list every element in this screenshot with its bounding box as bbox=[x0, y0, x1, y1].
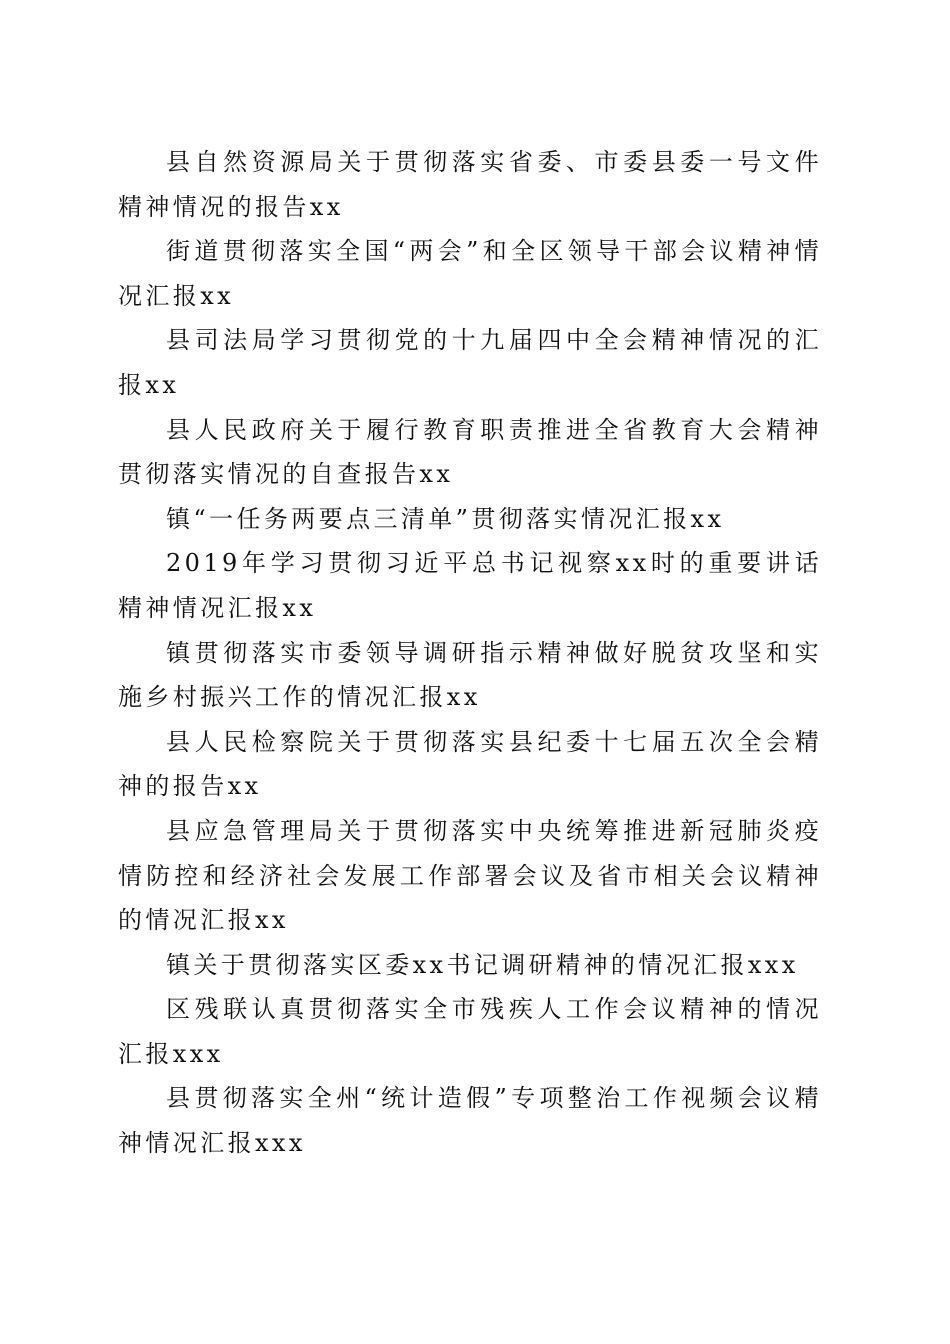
document-entry: 镇贯彻落实市委领导调研指示精神做好脱贫攻坚和实施乡村振兴工作的情况汇报xx bbox=[118, 638, 822, 712]
document-entry: 县应急管理局关于贯彻落实中央统筹推进新冠肺炎疫情防控和经济社会发展工作部署会议及省市相关会议精神的情况汇报xx bbox=[118, 816, 822, 935]
document-body bbox=[118, 140, 822, 1166]
document-entry: 镇关于贯彻落实区委xx书记调研精神的情况汇报xxx bbox=[166, 950, 799, 979]
document-entry: 县人民检察院关于贯彻落实县纪委十七届五次全会精神的报告xx bbox=[118, 727, 822, 801]
document-entry: 县贯彻落实全州“统计造假”专项整治工作视频会议精神情况汇报xxx bbox=[118, 1084, 822, 1158]
document-entry: 县人民政府关于履行教育职责推进全省教育大会精神贯彻落实情况的自查报告xx bbox=[118, 415, 822, 489]
document-entry: 县司法局学习贯彻党的十九届四中全会精神情况的汇报xx bbox=[118, 326, 822, 399]
document-entry: 县自然资源局关于贯彻落实省委、市委县委一号文件精神情况的报告xx bbox=[118, 148, 822, 221]
document-entry: 区残联认真贯彻落实全市残疾人工作会议精神的情况汇报xxx bbox=[118, 995, 822, 1068]
document-entry: 街道贯彻落实全国“两会”和全区领导干部会议精神情况汇报xx bbox=[118, 237, 822, 310]
document-entry: 2019年学习贯彻习近平总书记视察xx时的重要讲话精神情况汇报xx bbox=[118, 549, 822, 622]
document-entry: 镇“一任务两要点三清单”贯彻落实情况汇报xx bbox=[166, 504, 725, 533]
